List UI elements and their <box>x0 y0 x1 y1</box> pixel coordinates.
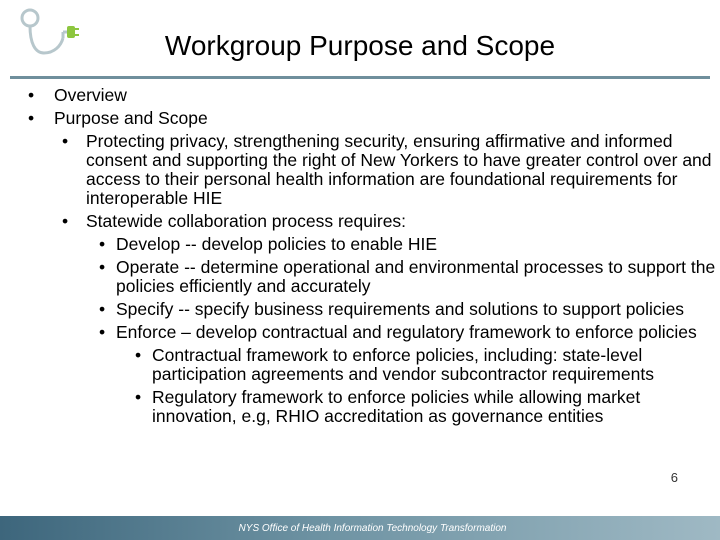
sub-bullet-item <box>0 212 720 231</box>
sub-bullet-item <box>0 132 720 208</box>
bullet-text: Statewide collaboration process requires: <box>86 211 407 231</box>
fourth-level-bullet-item <box>0 346 720 384</box>
bullet-text: Regulatory framework to enforce policies while allowing market innovation, e.g, RHIO accreditation as governance entities <box>152 387 641 426</box>
sub-sub-bullet-item <box>0 258 720 296</box>
bullet-marker: • <box>99 299 106 319</box>
sub-sub-bullet-item <box>0 300 720 319</box>
footer-text: NYS Office of Health Information Technology Transformation <box>238 523 507 534</box>
bullet-text: Contractual framework to enforce policies, including: state-level participation agreements and vendor subcontractor requirements <box>152 345 654 384</box>
fourth-level-bullet-item <box>0 388 720 426</box>
title-divider <box>10 76 710 79</box>
bullet-list <box>0 86 720 426</box>
bullet-text: Purpose and Scope <box>54 108 208 128</box>
page-number: 6 <box>670 470 678 485</box>
slide-title: Workgroup Purpose and Scope <box>164 30 556 61</box>
bullet-text: Operate -- determine operational and environmental processes to support the policies efficiently and accurately <box>116 257 716 296</box>
bullet-marker: • <box>135 387 142 407</box>
bullet-marker: • <box>28 85 35 105</box>
bullet-marker: • <box>99 322 106 342</box>
bullet-marker: • <box>99 234 106 254</box>
sub-sub-bullet-item <box>0 323 720 342</box>
bullet-marker: • <box>62 131 69 151</box>
bullet-marker: • <box>28 108 35 128</box>
bullet-marker: • <box>99 257 106 277</box>
bullet-item <box>0 109 720 128</box>
bullet-text: Protecting privacy, strengthening security, ensuring affirmative and informed consent and supporting the right of New Yorkers to have greater control over and access to their personal health information are foundational requirements for interoperable HIE <box>86 131 712 208</box>
bullet-marker: • <box>62 211 69 231</box>
bullet-item <box>0 86 720 105</box>
footer-bar <box>0 516 720 540</box>
bullet-text: Overview <box>54 85 127 105</box>
bullet-text: Enforce – develop contractual and regulatory framework to enforce policies <box>116 322 697 342</box>
bullet-text: Develop -- develop policies to enable HIE <box>116 234 438 254</box>
bullet-text: Specify -- specify business requirements and solutions to support policies <box>116 299 685 319</box>
sub-sub-bullet-item <box>0 235 720 254</box>
bullet-marker: • <box>135 345 142 365</box>
slide-content <box>0 86 720 516</box>
